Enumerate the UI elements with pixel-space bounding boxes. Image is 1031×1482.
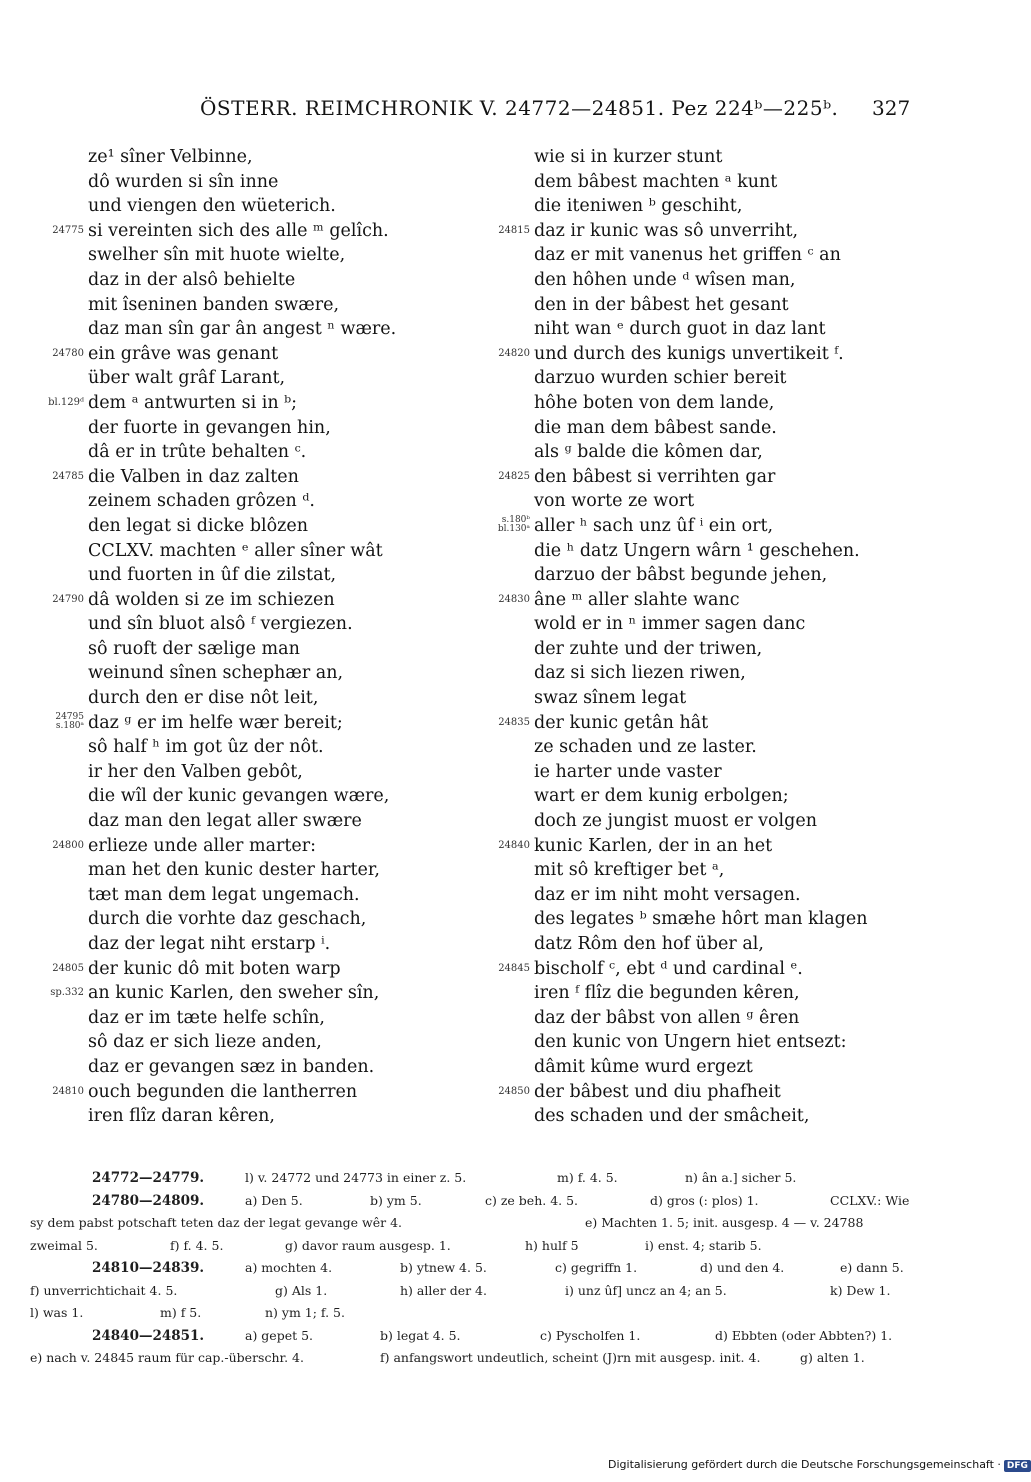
verse-line — [486, 686, 956, 711]
verse-text: ie harter unde vaster — [534, 761, 722, 782]
footnote-line — [30, 1347, 908, 1370]
verse-text: die wîl der kunic gevangen wære, — [88, 786, 390, 807]
footnote-line — [30, 1325, 908, 1348]
line-number: 24805 — [52, 962, 84, 974]
footnote-verse-range: 24780—24809. — [92, 1192, 205, 1209]
verse-text: die Valben in daz zalten — [88, 466, 299, 487]
verse-text: daz man sîn gar ân angest ⁿ wære. — [88, 319, 397, 340]
verse-text: doch ze jungist muost er volgen — [534, 811, 817, 832]
footnote-entry: f) anfangswort undeutlich, scheint (J)rn mit ausgesp. init. 4. — [380, 1350, 761, 1365]
verse-line — [486, 416, 956, 441]
footnote-entry: i) unz ûf] uncz an 4; an 5. — [565, 1282, 727, 1298]
verse-text: ein grâve was genant — [88, 343, 279, 364]
verse-text: daz der bâbst von allen ᵍ êren — [534, 1007, 800, 1028]
footnote-entry: zweimal 5. — [30, 1237, 98, 1253]
verse-text: und sîn bluot alsô ᶠ vergiezen. — [88, 614, 353, 635]
verse-text: si vereinten sich des alle ᵐ gelîch. — [88, 220, 389, 241]
line-number: 24835 — [498, 716, 530, 728]
verse-line — [40, 661, 480, 686]
verse-line — [40, 1055, 480, 1080]
footnote-entry: l) was 1. — [30, 1305, 84, 1320]
verse-line — [486, 907, 956, 932]
footnote-line — [30, 1235, 908, 1258]
verse-text: sô half ʰ im got ûz der nôt. — [88, 737, 324, 758]
verse-line — [486, 1104, 956, 1129]
line-number: 24810 — [52, 1085, 84, 1097]
verse-line — [40, 145, 480, 170]
verse-text: weinund sînen schephær an, — [88, 663, 344, 684]
verse-text: niht wan ᵉ durch guot in daz lant — [534, 319, 826, 340]
verse-line — [486, 170, 956, 195]
line-number: 24815 — [498, 224, 530, 236]
footnote-entry: a) Den 5. — [245, 1192, 303, 1208]
line-number: 24825 — [498, 470, 530, 482]
verse-line — [486, 563, 956, 588]
line-number: 24845 — [498, 962, 530, 974]
line-number: 24850 — [498, 1085, 530, 1097]
verse-text: erlieze unde aller marter: — [88, 835, 317, 856]
verse-text: iren flîz daran kêren, — [88, 1106, 275, 1127]
verse-text: swaz sînem legat — [534, 688, 687, 709]
footnote-entry: i) enst. 4; starib 5. — [645, 1237, 762, 1253]
verse-text: von worte ze wort — [534, 491, 695, 512]
verse-text: iren ᶠ flîz die begunden kêren, — [534, 983, 800, 1004]
verse-line — [486, 1006, 956, 1031]
verse-text: man het den kunic dester harter, — [88, 860, 380, 881]
verse-line — [40, 588, 480, 613]
digitization-footer — [608, 1458, 1031, 1472]
verse-text: ouch begunden die lantherren — [88, 1081, 358, 1102]
verse-line — [40, 932, 480, 957]
verse-line — [486, 366, 956, 391]
verse-line — [40, 834, 480, 859]
verse-text: bischolf ᶜ, ebt ᵈ und cardinal ᵉ. — [534, 958, 803, 979]
footnote-entry: h) hulf 5 — [525, 1237, 579, 1253]
verse-text: den hôhen unde ᵈ wîsen man, — [534, 269, 796, 290]
footnote-entry: g) Als 1. — [275, 1282, 328, 1298]
verse-line — [40, 981, 480, 1006]
verse-line — [40, 194, 480, 219]
verse-text: der zuhte und der triwen, — [534, 638, 763, 659]
verse-line — [40, 465, 480, 490]
verse-text: die ʰ datz Ungern wârn ¹ geschehen. — [534, 540, 860, 561]
verse-text: darzuo wurden schier bereit — [534, 368, 787, 389]
verse-text: dâ er in trûte behalten ᶜ. — [88, 442, 307, 463]
verse-line — [486, 489, 956, 514]
footnote-line — [30, 1280, 908, 1303]
verse-text: wart er dem kunig erbolgen; — [534, 786, 789, 807]
verse-text: der kunic dô mit boten warp — [88, 958, 341, 979]
verse-text: ze schaden und ze laster. — [534, 737, 757, 758]
footnote-line — [30, 1212, 908, 1235]
footnote-entry: l) v. 24772 und 24773 in einer z. 5. — [245, 1170, 467, 1185]
verse-line — [486, 1080, 956, 1105]
verse-text: an kunic Karlen, den sweher sîn, — [88, 983, 380, 1004]
verse-line — [40, 1006, 480, 1031]
verse-line — [40, 907, 480, 932]
verse-text: der fuorte in gevangen hin, — [88, 417, 331, 438]
verse-text: daz si sich liezen riwen, — [534, 663, 746, 684]
verse-text: aller ʰ sach unz ûf ⁱ ein ort, — [534, 515, 774, 536]
verse-text: und durch des kunigs unvertikeit ᶠ. — [534, 343, 844, 364]
verse-line — [486, 588, 956, 613]
verse-text: durch den er dise nôt leit, — [88, 688, 319, 709]
footnote-entry: d) Ebbten (oder Abbten?) 1. — [715, 1327, 893, 1343]
verse-text: den legat si dicke blôzen — [88, 515, 309, 536]
verse-text: kunic Karlen, der in an het — [534, 835, 773, 856]
footnote-entry: d) gros (: plos) 1. — [650, 1192, 759, 1208]
footnote-entry: h) aller der 4. — [400, 1282, 487, 1298]
footnote-entry: b) legat 4. 5. — [380, 1327, 461, 1343]
footnote-entry: f) f. 4. 5. — [170, 1237, 224, 1253]
verse-line — [40, 342, 480, 367]
footnote-entry: c) gegriffn 1. — [555, 1260, 638, 1275]
verse-text: mit sô kreftiger bet ᵃ, — [534, 860, 725, 881]
verse-line — [486, 809, 956, 834]
verse-text: âne ᵐ aller slahte wanc — [534, 589, 740, 610]
verse-line — [486, 858, 956, 883]
verse-line — [486, 268, 956, 293]
verse-text: dem bâbest machten ᵃ kunt — [534, 171, 778, 192]
footnote-entry: b) ym 5. — [370, 1192, 422, 1208]
verse-line — [40, 268, 480, 293]
verse-line — [40, 317, 480, 342]
line-number: 24795 s.180ᵃ — [55, 711, 84, 731]
footnote-entry: g) davor raum ausgesp. 1. — [285, 1237, 451, 1253]
footnote-line — [30, 1257, 908, 1280]
verse-line — [486, 1030, 956, 1055]
verse-text: daz er im tæte helfe schîn, — [88, 1007, 325, 1028]
verse-line — [486, 514, 956, 539]
verse-text: daz ᵍ er im helfe wær bereit; — [88, 712, 343, 733]
verse-line — [40, 514, 480, 539]
verse-text: dem ᵃ antwurten si in ᵇ; — [88, 392, 298, 413]
verse-line — [486, 342, 956, 367]
verse-line — [486, 760, 956, 785]
verse-text: datz Rôm den hof über al, — [534, 934, 764, 954]
footnote-entry: d) und den 4. — [700, 1260, 785, 1275]
verse-line — [40, 1104, 480, 1129]
line-number: 24830 — [498, 593, 530, 605]
verse-line — [40, 809, 480, 834]
verse-text: der bâbest und diu phafheit — [534, 1081, 781, 1102]
verse-text: sô ruoft der sælige man — [88, 638, 300, 659]
verse-text: den bâbest si verrihten gar — [534, 466, 776, 487]
footnote-verse-range: 24810—24839. — [92, 1260, 205, 1276]
verse-line — [40, 293, 480, 318]
verse-line — [486, 243, 956, 268]
footnote-verse-range: 24772—24779. — [92, 1170, 205, 1186]
verse-line — [40, 612, 480, 637]
footnote-entry: sy dem pabst potschaft teten daz der legat gevange wêr 4. — [30, 1215, 403, 1230]
verse-text: dô wurden si sîn inne — [88, 171, 279, 192]
footer-text: Digitalisierung gefördert durch die Deutsche Forschungsgemeinschaft · — [608, 1458, 1001, 1471]
footnote-line — [30, 1302, 908, 1325]
verse-line — [486, 465, 956, 490]
verse-line — [40, 219, 480, 244]
verse-text: daz er mit vanenus het griffen ᶜ an — [534, 245, 841, 266]
verse-line — [40, 735, 480, 760]
verse-line — [40, 637, 480, 662]
verse-text: hôhe boten von dem lande, — [534, 392, 775, 413]
verse-text: wie si in kurzer stunt — [534, 147, 723, 167]
footnote-entry: c) ze beh. 4. 5. — [485, 1192, 579, 1208]
verse-line — [486, 1055, 956, 1080]
verse-line — [40, 883, 480, 908]
verse-line — [40, 858, 480, 883]
dfg-logo: DFG — [1004, 1460, 1031, 1472]
verse-text: die iteniwen ᵇ geschiht, — [534, 196, 743, 217]
verse-line — [40, 440, 480, 465]
verse-text: durch die vorhte daz geschach, — [88, 909, 367, 930]
footnote-entry: f) unverrichtichait 4. 5. — [30, 1282, 178, 1298]
verse-text: die man dem bâbest sande. — [534, 417, 777, 438]
verse-line — [486, 219, 956, 244]
verse-text: daz er gevangen sæz in banden. — [88, 1056, 375, 1077]
verse-text: darzuo der bâbst begunde jehen, — [534, 565, 828, 586]
verse-text: der kunic getân hât — [534, 712, 709, 733]
verse-text: CCLXV. machten ᵉ aller sîner wât — [88, 540, 383, 561]
verse-text: als ᵍ balde die kômen dar, — [534, 442, 763, 463]
verse-text: swelher sîn mit huote wielte, — [88, 245, 346, 266]
verse-line — [486, 883, 956, 908]
footnote-entry: m) f. 4. 5. — [557, 1170, 618, 1185]
verse-line — [486, 932, 956, 957]
footnote-entry: CCLXV.: Wie — [830, 1192, 910, 1208]
verse-line — [486, 711, 956, 736]
line-number: s.180ᵇ bl.130ᵃ — [497, 514, 530, 534]
verse-line — [40, 539, 480, 564]
verse-line — [486, 957, 956, 982]
footnote-entry: m) f 5. — [160, 1305, 202, 1320]
verse-line — [486, 612, 956, 637]
verse-text: daz der legat niht erstarp ⁱ. — [88, 934, 331, 954]
verse-text: dâmit kûme wurd ergezt — [534, 1056, 753, 1077]
verse-text: tæt man dem legat ungemach. — [88, 884, 360, 905]
running-header-title: ÖSTERR. REIMCHRONIK V. 24772—24851. Pez 224ᵇ—225ᵇ. — [200, 96, 839, 120]
verse-line — [486, 834, 956, 859]
footnote-entry: e) Machten 1. 5; init. ausgesp. 4 — v. 24788 — [585, 1215, 864, 1230]
verse-text: des schaden und der smâcheit, — [534, 1106, 810, 1127]
verse-line — [40, 243, 480, 268]
footnote-verse-range: 24840—24851. — [92, 1327, 205, 1344]
verse-line — [40, 957, 480, 982]
line-number: 24775 — [52, 224, 84, 236]
verse-line — [40, 711, 480, 736]
verse-line — [486, 194, 956, 219]
footnote-entry: n) ân a.] sicher 5. — [685, 1170, 797, 1185]
verse-line — [486, 661, 956, 686]
verse-line — [486, 317, 956, 342]
footnotes-apparatus — [30, 1167, 908, 1370]
verse-line — [40, 391, 480, 416]
verse-text: des legates ᵇ smæhe hôrt man klagen — [534, 909, 868, 930]
verse-line — [486, 735, 956, 760]
verse-text: daz er im niht moht versagen. — [534, 884, 801, 905]
verse-line — [40, 1080, 480, 1105]
page-number: 327 — [872, 96, 911, 120]
verse-text: mit îseninen banden swære, — [88, 294, 340, 315]
verse-text: ir her den Valben gebôt, — [88, 761, 303, 782]
line-number: 24790 — [52, 593, 84, 605]
line-number: 24820 — [498, 347, 530, 359]
verse-text: wold er in ⁿ immer sagen danc — [534, 614, 806, 635]
footnote-line — [30, 1190, 908, 1213]
footnote-entry: b) ytnew 4. 5. — [400, 1260, 487, 1275]
verse-column-right — [486, 145, 956, 1129]
line-number: bl.129ᵈ — [48, 396, 84, 408]
verse-line — [486, 539, 956, 564]
verse-line — [486, 981, 956, 1006]
footnote-line — [30, 1167, 908, 1190]
verse-text: und fuorten in ûf die zilstat, — [88, 565, 337, 586]
footnote-entry: n) ym 1; f. 5. — [265, 1305, 345, 1320]
verse-line — [40, 170, 480, 195]
footnote-entry: a) mochten 4. — [245, 1260, 333, 1275]
verse-line — [40, 489, 480, 514]
footnote-entry: e) nach v. 24845 raum für cap.-überschr. 4. — [30, 1350, 304, 1365]
verse-line — [40, 366, 480, 391]
verse-text: über walt grâf Larant, — [88, 368, 286, 389]
line-number: 24840 — [498, 839, 530, 851]
verse-text: daz ir kunic was sô unverriht, — [534, 220, 799, 241]
footnote-entry: a) gepet 5. — [245, 1327, 314, 1343]
line-number: 24780 — [52, 347, 84, 359]
verse-line — [40, 416, 480, 441]
footnote-entry: c) Pyscholfen 1. — [540, 1327, 641, 1343]
verse-line — [40, 686, 480, 711]
verse-line — [486, 391, 956, 416]
line-number: sp.332 — [50, 987, 84, 999]
verse-line — [486, 784, 956, 809]
footnote-entry: g) alten 1. — [800, 1350, 865, 1365]
verse-text: und viengen den wüeterich. — [88, 196, 336, 217]
line-number: 24785 — [52, 470, 84, 482]
verse-line — [40, 784, 480, 809]
verse-column-left — [40, 145, 480, 1129]
verse-text: zeinem schaden grôzen ᵈ. — [88, 491, 315, 512]
verse-text: daz man den legat aller swære — [88, 811, 362, 832]
footnote-entry: k) Dew 1. — [830, 1282, 891, 1298]
verse-text: ze¹ sîner Velbinne, — [88, 147, 253, 167]
verse-line — [40, 1030, 480, 1055]
verse-text: daz in der alsô behielte — [88, 269, 296, 290]
verse-line — [486, 440, 956, 465]
verse-text: den kunic von Ungern hiet entsezt: — [534, 1032, 847, 1053]
verse-text: den in der bâbest het gesant — [534, 294, 789, 315]
verse-line — [486, 637, 956, 662]
verse-text: sô daz er sich lieze anden, — [88, 1032, 322, 1053]
verse-line — [40, 760, 480, 785]
verse-text: dâ wolden si ze im schiezen — [88, 589, 335, 610]
verse-line — [40, 563, 480, 588]
line-number: 24800 — [52, 839, 84, 851]
verse-line — [486, 293, 956, 318]
footnote-entry: e) dann 5. — [840, 1260, 904, 1275]
verse-line — [486, 145, 956, 170]
